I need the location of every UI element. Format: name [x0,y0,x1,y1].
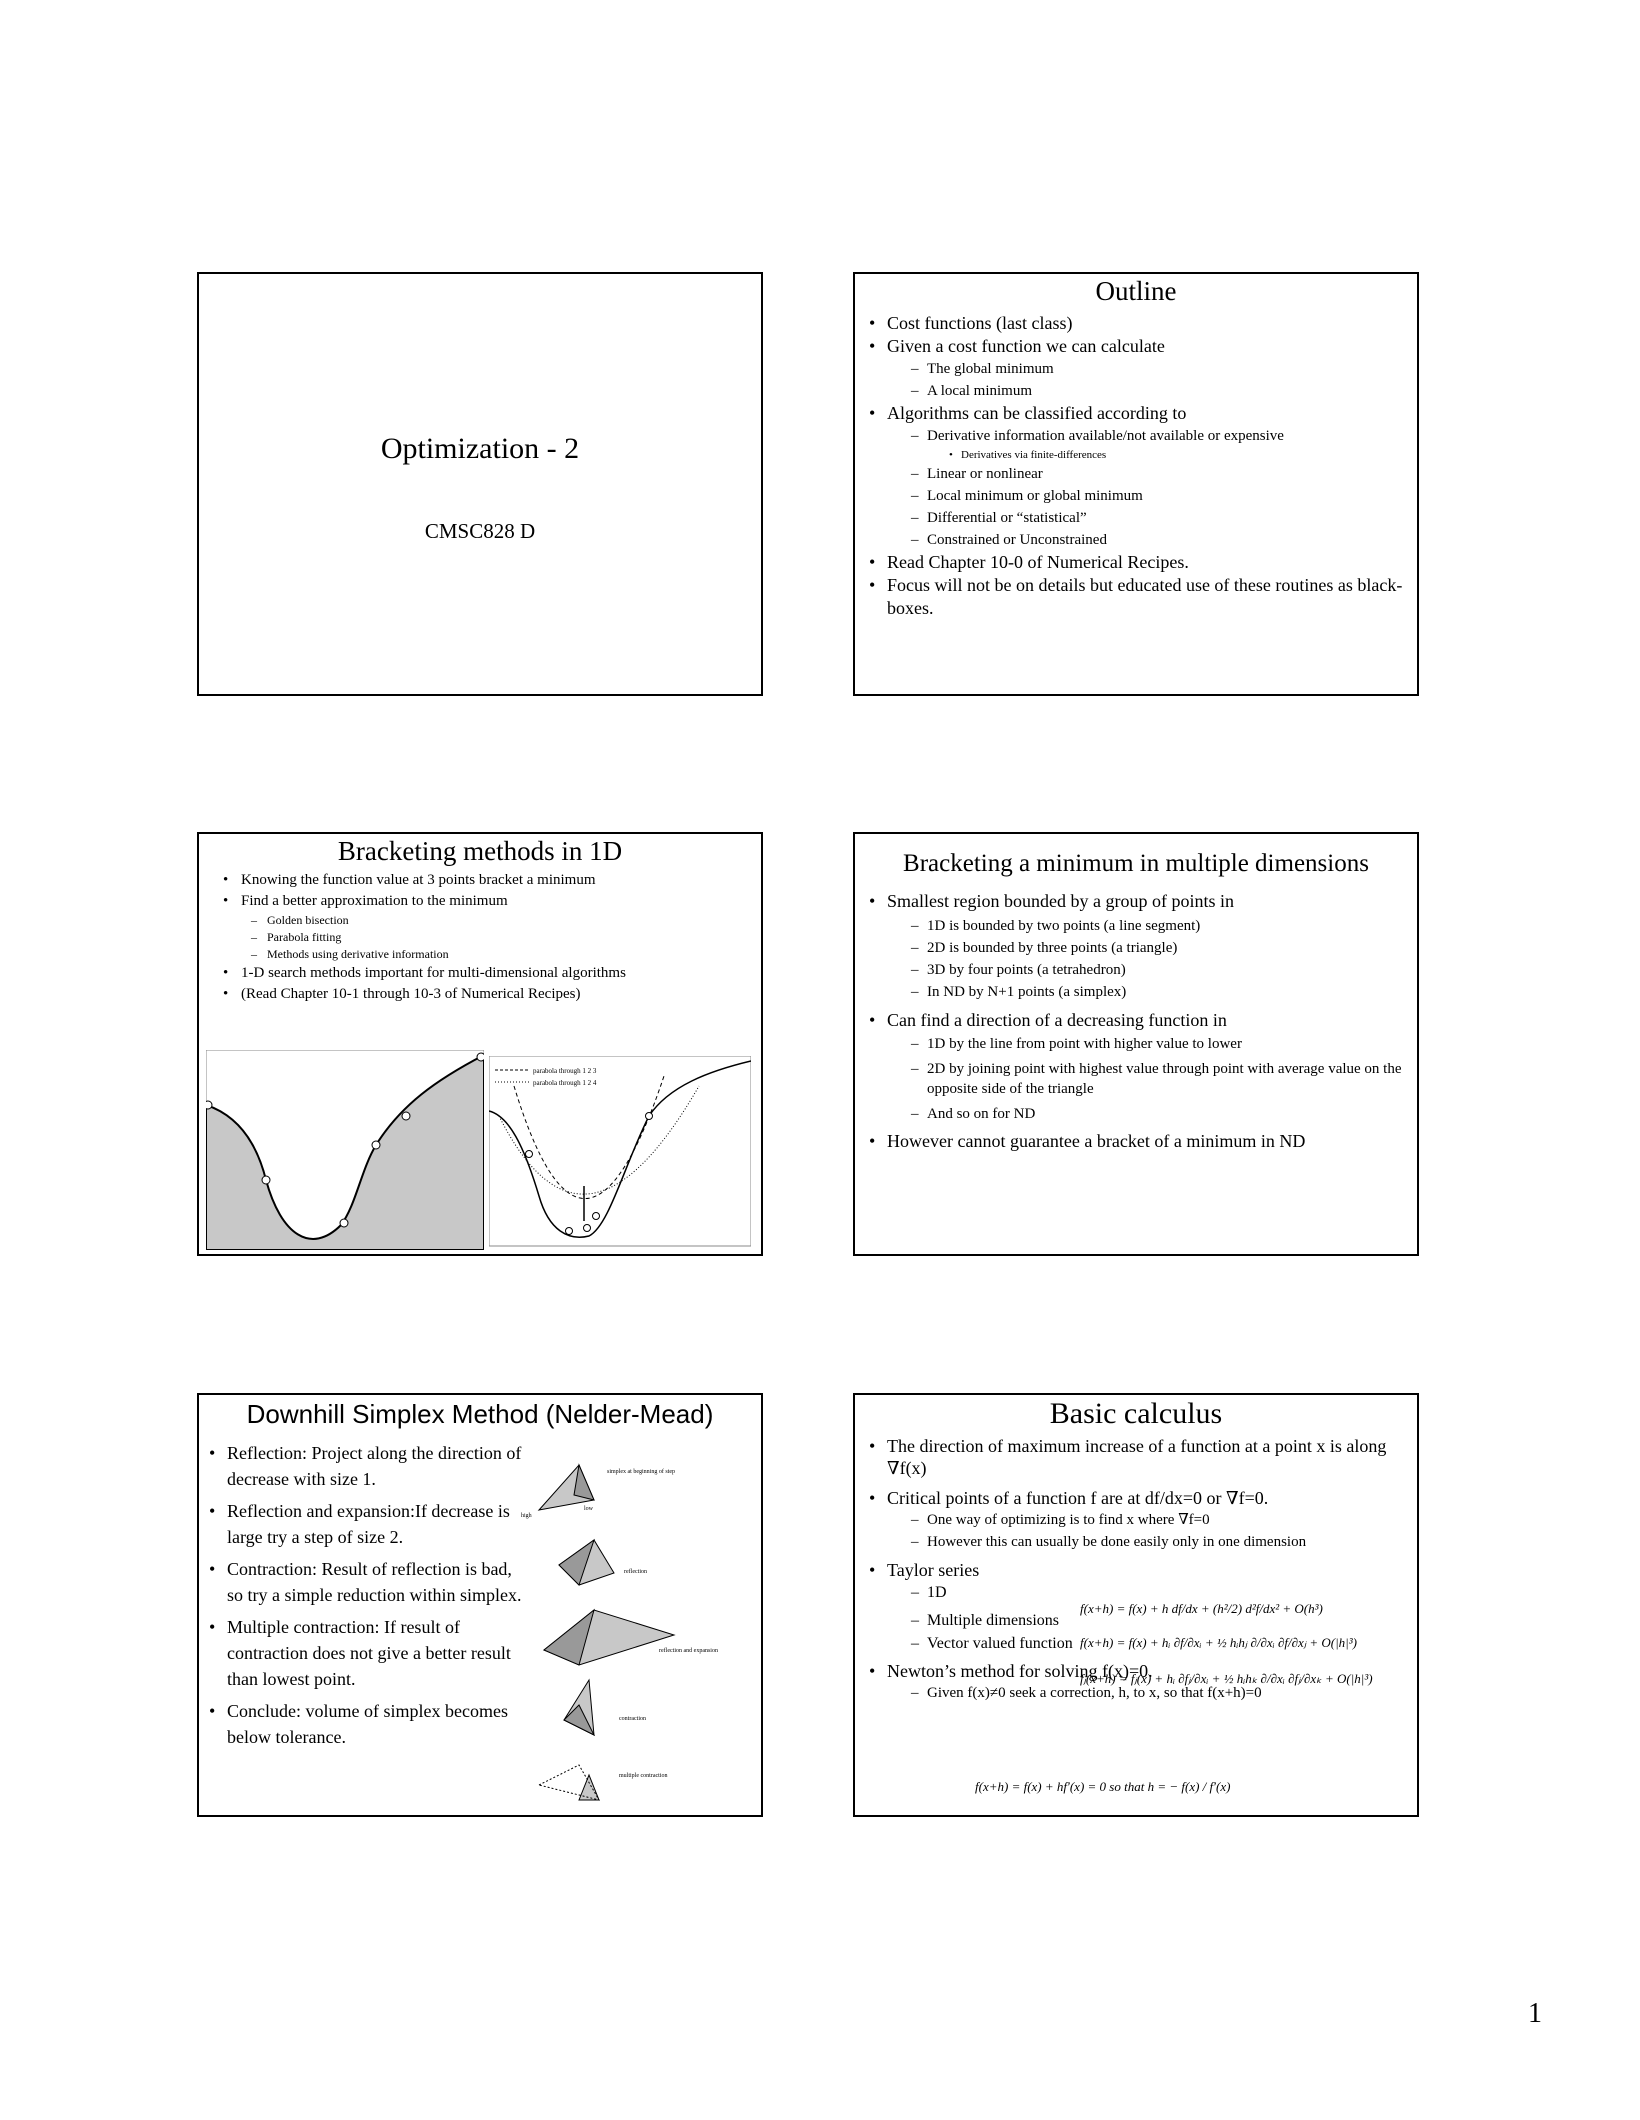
taylor-multi-equation: f(x+h) = f(x) + hᵢ ∂f/∂xᵢ + ½ hᵢhⱼ ∂/∂xᵢ ∂f/∂xⱼ + O(|h|³) [1080,1635,1357,1650]
slide-title [197,272,763,696]
list-item: • Newton’s method for solving f(x)=0. – Given f(x)≠0 seek a correction, h, to x, so that f(x+h)=0 [865,1660,1407,1704]
list-item: – In ND by N+1 points (a simplex) [911,981,1407,1003]
page-number: 1 [1528,1998,1542,2029]
list-item: – 1D [911,1581,1076,1605]
figure-label: reflection and expansion [659,1648,718,1654]
slide-1-subtitle: CMSC828 D [424,519,536,543]
outline-list [865,312,1407,620]
slide-bracketing-1d [197,832,763,1256]
list-item: – 2D by joining point with highest value through point with average value on the opposite side of the triangle [911,1059,1407,1099]
list-item: • Contraction: Result of reflection is bad, so try a simple reduction within simplex. [205,1556,525,1608]
list-item: • Algorithms can be classified according to – Derivative information available/not available or expensive • Derivatives via finite-differences – Linear or nonlinear – Local minimum or global minimum – Differential or “statistical” – Constrained or Unconstrained [865,402,1407,551]
figure-label: multiple contraction [619,1773,668,1779]
slide-3-title: Bracketing methods in 1D [337,836,623,866]
list-item: – And so on for ND [911,1104,1407,1124]
list-item: • Smallest region bounded by a group of points in – 1D is bounded by two points (a line segment) – 2D is bounded by three points (a triangle) – 3D by four points (a tetrahedron) – In ND by N+1 points (a simplex) [865,890,1407,1003]
list-item: • Find a better approximation to the minimum – Golden bisection – Parabola fitting – Methods using derivative information [219,891,751,963]
list-item: • However cannot guarantee a bracket of a minimum in ND [865,1130,1407,1152]
slide-downhill-simplex [197,1393,763,1817]
slide-2-title: Outline [1095,276,1177,306]
slide-basic-calculus [853,1393,1419,1817]
figure-label: reflection [624,1569,647,1575]
legend-entry: parabola through 1 2 3 [533,1067,597,1075]
parabola-figure [489,1056,751,1252]
list-item: – 3D by four points (a tetrahedron) [911,959,1407,981]
slide-6-title: Basic calculus [1049,1397,1223,1430]
list-item: – Given f(x)≠0 seek a correction, h, to x, so that f(x+h)=0 [911,1682,1407,1704]
list-item: – 1D is bounded by two points (a line segment) [911,915,1407,937]
slide-outline [853,272,1419,696]
list-item: – Differential or “statistical” [911,507,1407,529]
list-item: – A local minimum [911,380,1407,402]
list-item: – The global minimum [911,358,1407,380]
list-item: • Critical points of a function f are at df/dx=0 or ∇f=0. – One way of optimizing is to find x where ∇f=0 – However this can usually be done easily only in one dimension [865,1487,1407,1553]
list-item: • Can find a direction of a decreasing function in – 1D by the line from point with higher value to lower – 2D by joining point with highest value through point with average value on the opposite side of the triangle – And so on for ND [865,1009,1407,1124]
list-item: – 1D by the line from point with higher value to lower [911,1034,1407,1054]
list-item: • The direction of maximum increase of a function at a point x is along ∇f(x) [865,1435,1407,1479]
list-item: • 1-D search methods important for multi-dimensional algorithms [219,963,751,984]
list-item: – Linear or nonlinear [911,463,1407,485]
list-item: – Methods using derivative information [251,946,751,963]
slide-5-title: Downhill Simplex Method (Nelder-Mead) [246,1399,714,1429]
list-item: • Cost functions (last class) [865,312,1407,335]
slide-4-title: Bracketing a minimum in multiple dimensions [903,850,1369,877]
list-item: • Derivatives via finite-differences [949,447,1407,463]
list-item: – Parabola fitting [251,929,751,946]
list-item: • Focus will not be on details but educated use of these routines as black-boxes. [865,574,1407,620]
list-item: • Read Chapter 10-0 of Numerical Recipes. [865,551,1407,574]
simplex-figures [519,1455,759,1810]
figure-label: contraction [619,1716,646,1722]
list-item: – 2D is bounded by three points (a triangle) [911,937,1407,959]
list-item: • Knowing the function value at 3 points bracket a minimum [219,870,751,891]
list-item: • Conclude: volume of simplex becomes below tolerance. [205,1698,525,1750]
list-item: – Multiple dimensions [911,1609,1076,1633]
list-item: • Multiple contraction: If result of contraction does not give a better result than lowest point. [205,1614,525,1692]
legend-entry: parabola through 1 2 4 [533,1079,597,1087]
slide-bracketing-nd [853,832,1419,1256]
list-item: • (Read Chapter 10-1 through 10-3 of Numerical Recipes) [219,984,751,1005]
slide-1-title: Optimization - 2 [380,432,580,465]
taylor-1d-equation: f(x+h) = f(x) + h df/dx + (h²/2) d²f/dx² + O(h³) [1080,1601,1323,1616]
list-item: – Constrained or Unconstrained [911,529,1407,551]
taylor-vector-equation: fⱼ(x+h) = fⱼ(x) + hᵢ ∂fⱼ/∂xᵢ + ½ hᵢhₖ ∂/∂xᵢ ∂fⱼ/∂xₖ + O(|h|³) [1080,1671,1373,1686]
figure-label: low [584,1506,593,1512]
list-item: • Given a cost function we can calculate – The global minimum – A local minimum [865,335,1407,402]
list-item: – Vector valued function [911,1633,1076,1654]
list-item: • Reflection and expansion:If decrease is large try a step of size 2. [205,1498,525,1550]
list-item: – Golden bisection [251,912,751,929]
newton-equation: f(x+h) = f(x) + hf′(x) = 0 so that h = − f(x) / f′(x) [975,1779,1231,1794]
list-item: • Taylor series – 1D – Multiple dimensions – Vector valued function [865,1559,1407,1654]
list-item: • Reflection: Project along the direction of decrease with size 1. [205,1440,525,1492]
golden-section-figure [206,1050,484,1250]
list-item: – However this can usually be done easily only in one dimension [911,1531,1407,1553]
list-item: – Local minimum or global minimum [911,485,1407,507]
figure-label: simplex at beginning of step [607,1469,675,1475]
figure-label: high [521,1513,532,1519]
list-item: – Derivative information available/not available or expensive • Derivatives via finite-differences [911,425,1407,463]
list-item: – One way of optimizing is to find x where ∇f=0 [911,1509,1407,1531]
